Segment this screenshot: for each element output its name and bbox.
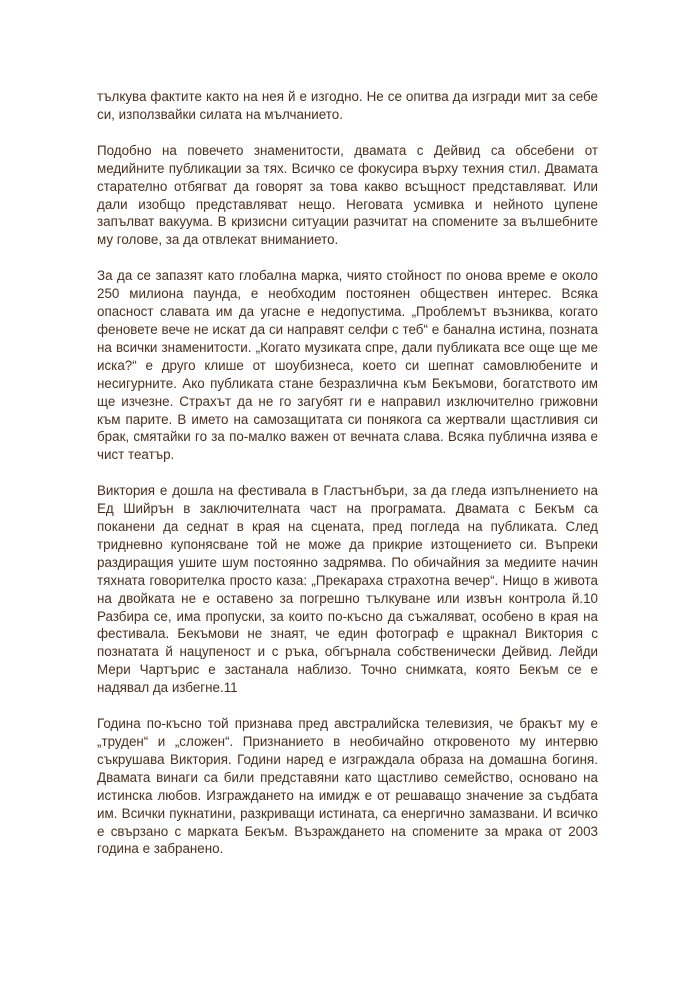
paragraph-5: Година по-късно той признава пред австралийска телевизия, че бракът му е „труден“ и „сложен“. Признанието в необичайно откровеното му интервю съкрушава Виктория. Години наред е изграждала образа на домашна богиня. Двамата винаги са били представяни като щастливо семейство, основано на истинска любов. Изграждането на имидж е от решаващо значение за съдбата им. Всички пукнатини, разкриващи истината, са енергично замазвани. И всичко е свързано с марката Бекъм. Възраждането на спомените за мрака от 2003 година е забранено. [97,716,598,857]
page-body [97,88,598,876]
paragraph-4: Виктория е дошла на фестивала в Гластънбъри, за да гледа изпълнението на Ед Шийрън в заключителната част на програмата. Двамата с Бекъм са поканени да седнат в края на сцената, пред погледа на публиката. След тридневно купонясване той не може да прикрие изтощението си. Въпреки раздиращия ушите шум постоянно задрямва. По обичайния за медиите начин тяхната говорителка просто каза: „Прекарахa страхотна вечер“. Нищо в живота на двойката не е оставено за погрешно тълкуване или извън контрола й.10 Разбира се, има пропуски, за които по-късно да съжаляват, особено в края на фестивала. Бекъмови не знаят, че един фотограф е щракнал Виктория с познатата й нацупеност и с ръка, обгърнала собственически Дейвид. Лейди Мери Чартърис е застанала наблизо. Точно снимката, която Бекъм се е надявал да избегне.11 [97,483,598,696]
paragraph-2: Подобно на повечето знаменитости, двамата с Дейвид са обсебени от медийните публикации за тях. Всичко се фокусира върху техния стил. Двамата старателно отбягват да говорят за това какво всъщност представляват. Или дали изобщо представляват нещо. Неговата усмивка и нейното цупене запълват вакуума. В кризисни ситуации разчитат на спомените за вълшебните му голове, за да отвлекат вниманието. [97,142,598,248]
paragraph-1: тълкува фактите както на нея й е изгодно. Не се опитва да изгради мит за себе си, използвайки силата на мълчанието. [97,89,598,122]
paragraph-3: За да се запазят като глобална марка, чиято стойност по онова време е около 250 милиона паунда, е необходим постоянен обществен интерес. Всяка опасност славата им да угасне е недопустима. „Проблемът възниква, когато феновете вече не искат да си направят селфи с теб“ е банална истина, позната на всички знаменитости. „Когато музиката спре, дали публиката все още ще ме иска?“ е друго клише от шоубизнеса, което си шепнат самовлюбените и несигурните. Ако публиката стане безразлична към Бекъмови, богатството им ще изчезне. Страхът да не го загубят ги е направил изключително грижовни към парите. В името на самозащитата си понякога са жертвали щастливия си брак, смятайки го за по-малко важен от вечната слава. Всяка публична изява е чист театър. [97,268,598,463]
